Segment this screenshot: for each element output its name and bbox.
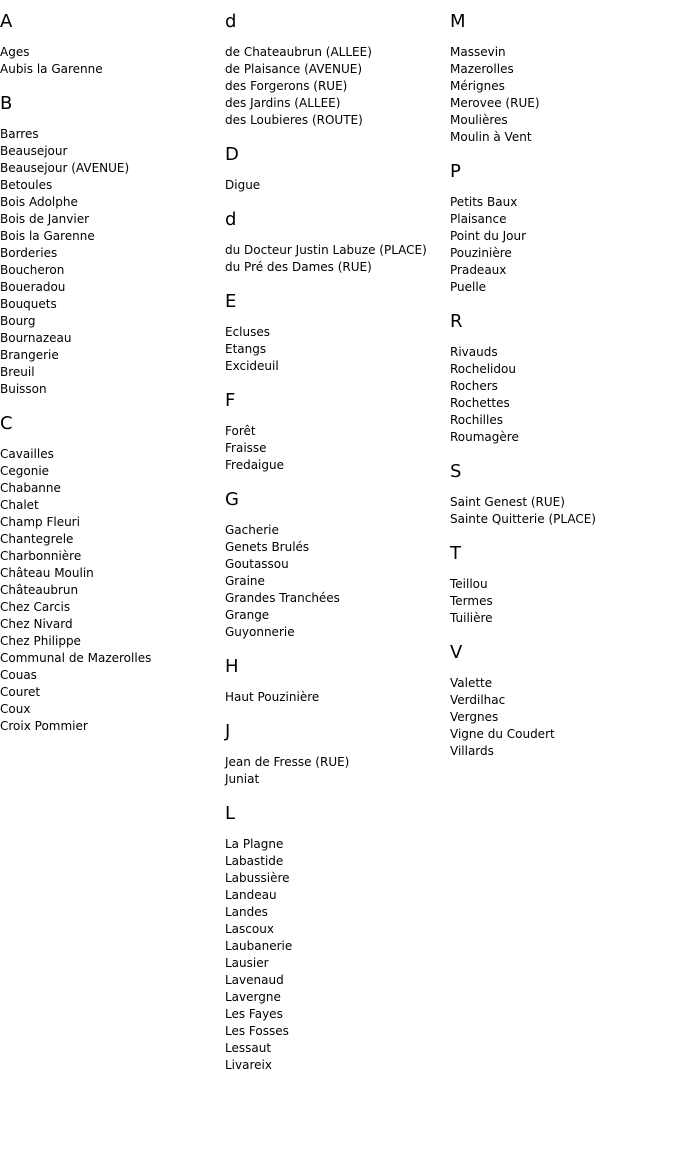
street-list bbox=[450, 494, 670, 528]
street-link[interactable]: Châteaubrun bbox=[0, 583, 79, 597]
street-link[interactable]: Mérignes bbox=[450, 79, 505, 93]
street-link[interactable]: Pouzinière bbox=[450, 246, 512, 260]
letter-heading: S bbox=[450, 461, 462, 482]
street-link[interactable]: des Loubieres (ROUTE) bbox=[225, 113, 363, 127]
street-link[interactable]: Chez Philippe bbox=[0, 634, 81, 648]
street-link[interactable]: Rochers bbox=[450, 379, 498, 393]
street-link[interactable]: Laubanerie bbox=[225, 939, 293, 953]
index-column-1 bbox=[0, 10, 220, 749]
street-link[interactable]: Chantegrele bbox=[0, 532, 74, 546]
street-link[interactable]: Verdilhac bbox=[450, 693, 506, 707]
street-link[interactable]: Moulières bbox=[450, 113, 508, 127]
letter-group bbox=[225, 143, 445, 194]
letter-heading: E bbox=[225, 291, 237, 312]
letter-group bbox=[0, 92, 220, 398]
street-link[interactable]: Beausejour bbox=[0, 144, 68, 158]
letter-group bbox=[450, 160, 670, 296]
street-link[interactable]: des Jardins (ALLEE) bbox=[225, 96, 341, 110]
letter-heading: H bbox=[225, 656, 239, 677]
street-list bbox=[450, 576, 670, 627]
letter-heading: D bbox=[225, 144, 239, 165]
letter-heading: d bbox=[225, 209, 237, 230]
street-link[interactable]: de Plaisance (AVENUE) bbox=[225, 62, 363, 76]
street-link[interactable]: Livareix bbox=[225, 1058, 272, 1072]
letter-group bbox=[450, 10, 670, 146]
street-link[interactable]: Beausejour (AVENUE) bbox=[0, 161, 130, 175]
street-link[interactable]: Boucheron bbox=[0, 263, 65, 277]
street-link[interactable]: Chalet bbox=[0, 498, 39, 512]
street-link[interactable]: Grandes Tranchées bbox=[225, 591, 340, 605]
street-list bbox=[225, 423, 445, 474]
street-link[interactable]: Lascoux bbox=[225, 922, 274, 936]
street-link[interactable]: Champ Fleuri bbox=[0, 515, 80, 529]
street-link[interactable]: Termes bbox=[450, 594, 493, 608]
street-list bbox=[225, 754, 445, 788]
street-link[interactable]: Bois de Janvier bbox=[0, 212, 90, 226]
street-list bbox=[450, 44, 670, 146]
street-link[interactable]: Château Moulin bbox=[0, 566, 94, 580]
street-link[interactable]: Labussière bbox=[225, 871, 290, 885]
street-link[interactable]: Valette bbox=[450, 676, 493, 690]
letter-heading: T bbox=[450, 543, 461, 564]
street-link[interactable]: Etangs bbox=[225, 342, 267, 356]
index-column-3 bbox=[450, 10, 670, 774]
street-link[interactable]: Aubis la Garenne bbox=[0, 62, 103, 76]
street-link[interactable]: Communal de Mazerolles bbox=[0, 651, 152, 665]
street-link[interactable]: Point du Jour bbox=[450, 229, 527, 243]
street-link[interactable]: Cavailles bbox=[0, 447, 54, 461]
street-link[interactable]: du Docteur Justin Labuze (PLACE) bbox=[225, 243, 427, 257]
street-link[interactable]: Vigne du Coudert bbox=[450, 727, 555, 741]
street-link[interactable]: Coux bbox=[0, 702, 31, 716]
letter-heading: G bbox=[225, 489, 239, 510]
letter-heading: P bbox=[450, 161, 461, 182]
street-link[interactable]: Boueradou bbox=[0, 280, 66, 294]
street-list bbox=[225, 44, 445, 129]
street-link[interactable]: Villards bbox=[450, 744, 494, 758]
street-link[interactable]: Fraisse bbox=[225, 441, 267, 455]
letter-heading: R bbox=[450, 311, 463, 332]
street-link[interactable]: Merovee (RUE) bbox=[450, 96, 540, 110]
street-link[interactable]: Breuil bbox=[0, 365, 35, 379]
letter-heading: M bbox=[450, 11, 466, 32]
letter-heading: F bbox=[225, 390, 236, 411]
street-link[interactable]: Bourg bbox=[0, 314, 36, 328]
street-link[interactable]: Charbonnière bbox=[0, 549, 82, 563]
letter-heading: A bbox=[0, 11, 13, 32]
street-link[interactable]: Grange bbox=[225, 608, 270, 622]
street-list bbox=[225, 324, 445, 375]
letter-heading: J bbox=[225, 721, 231, 742]
letter-group bbox=[450, 310, 670, 446]
street-list bbox=[225, 177, 445, 194]
street-list bbox=[450, 194, 670, 296]
street-link[interactable]: Rochettes bbox=[450, 396, 510, 410]
street-link[interactable]: Forêt bbox=[225, 424, 256, 438]
street-link[interactable]: Jean de Fresse (RUE) bbox=[225, 755, 350, 769]
letter-heading: B bbox=[0, 93, 13, 114]
street-link[interactable]: Borderies bbox=[0, 246, 58, 260]
street-link[interactable]: Landeau bbox=[225, 888, 277, 902]
letter-group bbox=[0, 412, 220, 735]
street-link[interactable]: Goutassou bbox=[225, 557, 289, 571]
letter-group bbox=[225, 655, 445, 706]
street-link[interactable]: Plaisance bbox=[450, 212, 507, 226]
street-link[interactable]: Vergnes bbox=[450, 710, 499, 724]
letter-heading: C bbox=[0, 413, 13, 434]
letter-group bbox=[225, 208, 445, 276]
letter-group bbox=[225, 290, 445, 375]
street-link[interactable]: Les Fayes bbox=[225, 1007, 283, 1021]
letter-heading: d bbox=[225, 11, 237, 32]
street-link[interactable]: Rivauds bbox=[450, 345, 498, 359]
street-link[interactable]: Moulin à Vent bbox=[450, 130, 532, 144]
letter-group bbox=[225, 10, 445, 129]
street-link[interactable]: Labastide bbox=[225, 854, 284, 868]
letter-group bbox=[225, 389, 445, 474]
street-link[interactable]: Les Fosses bbox=[225, 1024, 289, 1038]
street-link[interactable]: Sainte Quitterie (PLACE) bbox=[450, 512, 596, 526]
street-link[interactable]: Lausier bbox=[225, 956, 269, 970]
street-link[interactable]: Saint Genest (RUE) bbox=[450, 495, 565, 509]
letter-group bbox=[450, 641, 670, 760]
street-list bbox=[225, 689, 445, 706]
street-list bbox=[0, 126, 220, 398]
street-list bbox=[450, 675, 670, 760]
street-link[interactable]: Excideuil bbox=[225, 359, 279, 373]
street-link[interactable]: Ecluses bbox=[225, 325, 271, 339]
street-link[interactable]: des Forgerons (RUE) bbox=[225, 79, 348, 93]
street-link[interactable]: Landes bbox=[225, 905, 268, 919]
street-link[interactable]: Ages bbox=[0, 45, 30, 59]
street-link[interactable]: Bois la Garenne bbox=[0, 229, 95, 243]
street-link[interactable]: Lavergne bbox=[225, 990, 281, 1004]
street-link[interactable]: Petits Baux bbox=[450, 195, 518, 209]
street-link[interactable]: Bouquets bbox=[0, 297, 57, 311]
street-link[interactable]: Chez Carcis bbox=[0, 600, 71, 614]
street-list bbox=[450, 344, 670, 446]
street-link[interactable]: Graine bbox=[225, 574, 265, 588]
street-link[interactable]: Rochilles bbox=[450, 413, 503, 427]
street-link[interactable]: Mazerolles bbox=[450, 62, 514, 76]
index-column-2 bbox=[225, 10, 445, 1088]
street-link[interactable]: du Pré des Dames (RUE) bbox=[225, 260, 372, 274]
letter-group bbox=[0, 10, 220, 78]
street-link[interactable]: de Chateaubrun (ALLEE) bbox=[225, 45, 372, 59]
street-list bbox=[0, 44, 220, 78]
street-link[interactable]: Croix Pommier bbox=[0, 719, 88, 733]
street-link[interactable]: Guyonnerie bbox=[225, 625, 295, 639]
street-link[interactable]: Gacherie bbox=[225, 523, 279, 537]
street-link[interactable]: Lavenaud bbox=[225, 973, 284, 987]
letter-group bbox=[225, 488, 445, 641]
street-link[interactable]: Bournazeau bbox=[0, 331, 72, 345]
letter-group bbox=[450, 460, 670, 528]
street-link[interactable]: Roumagère bbox=[450, 430, 519, 444]
street-link[interactable]: Juniat bbox=[225, 772, 260, 786]
street-link[interactable]: Teillou bbox=[450, 577, 488, 591]
street-link[interactable]: Barres bbox=[0, 127, 39, 141]
street-link[interactable]: Fredaigue bbox=[225, 458, 284, 472]
letter-heading: L bbox=[225, 803, 236, 824]
letter-heading: V bbox=[450, 642, 463, 663]
street-link[interactable]: Betoules bbox=[0, 178, 53, 192]
street-link[interactable]: Massevin bbox=[450, 45, 506, 59]
letter-group bbox=[450, 542, 670, 627]
street-link[interactable]: Couas bbox=[0, 668, 37, 682]
street-link[interactable]: Chabanne bbox=[0, 481, 61, 495]
street-link[interactable]: Haut Pouzinière bbox=[225, 690, 320, 704]
street-link[interactable]: Brangerie bbox=[0, 348, 59, 362]
street-link[interactable]: Puelle bbox=[450, 280, 487, 294]
street-link[interactable]: Rochelidou bbox=[450, 362, 516, 376]
street-link[interactable]: Tuilière bbox=[450, 611, 493, 625]
letter-group bbox=[225, 720, 445, 788]
street-link[interactable]: Cegonie bbox=[0, 464, 50, 478]
street-link[interactable]: Couret bbox=[0, 685, 41, 699]
street-link[interactable]: Lessaut bbox=[225, 1041, 272, 1055]
street-link[interactable]: Buisson bbox=[0, 382, 47, 396]
street-list bbox=[225, 836, 445, 1074]
street-link[interactable]: Bois Adolphe bbox=[0, 195, 78, 209]
street-link[interactable]: Pradeaux bbox=[450, 263, 507, 277]
street-list bbox=[225, 242, 445, 276]
street-list bbox=[0, 446, 220, 735]
letter-group bbox=[225, 802, 445, 1074]
street-link[interactable]: Digue bbox=[225, 178, 261, 192]
street-link[interactable]: La Plagne bbox=[225, 837, 284, 851]
street-link[interactable]: Genets Brulés bbox=[225, 540, 310, 554]
street-list bbox=[225, 522, 445, 641]
street-link[interactable]: Chez Nivard bbox=[0, 617, 73, 631]
